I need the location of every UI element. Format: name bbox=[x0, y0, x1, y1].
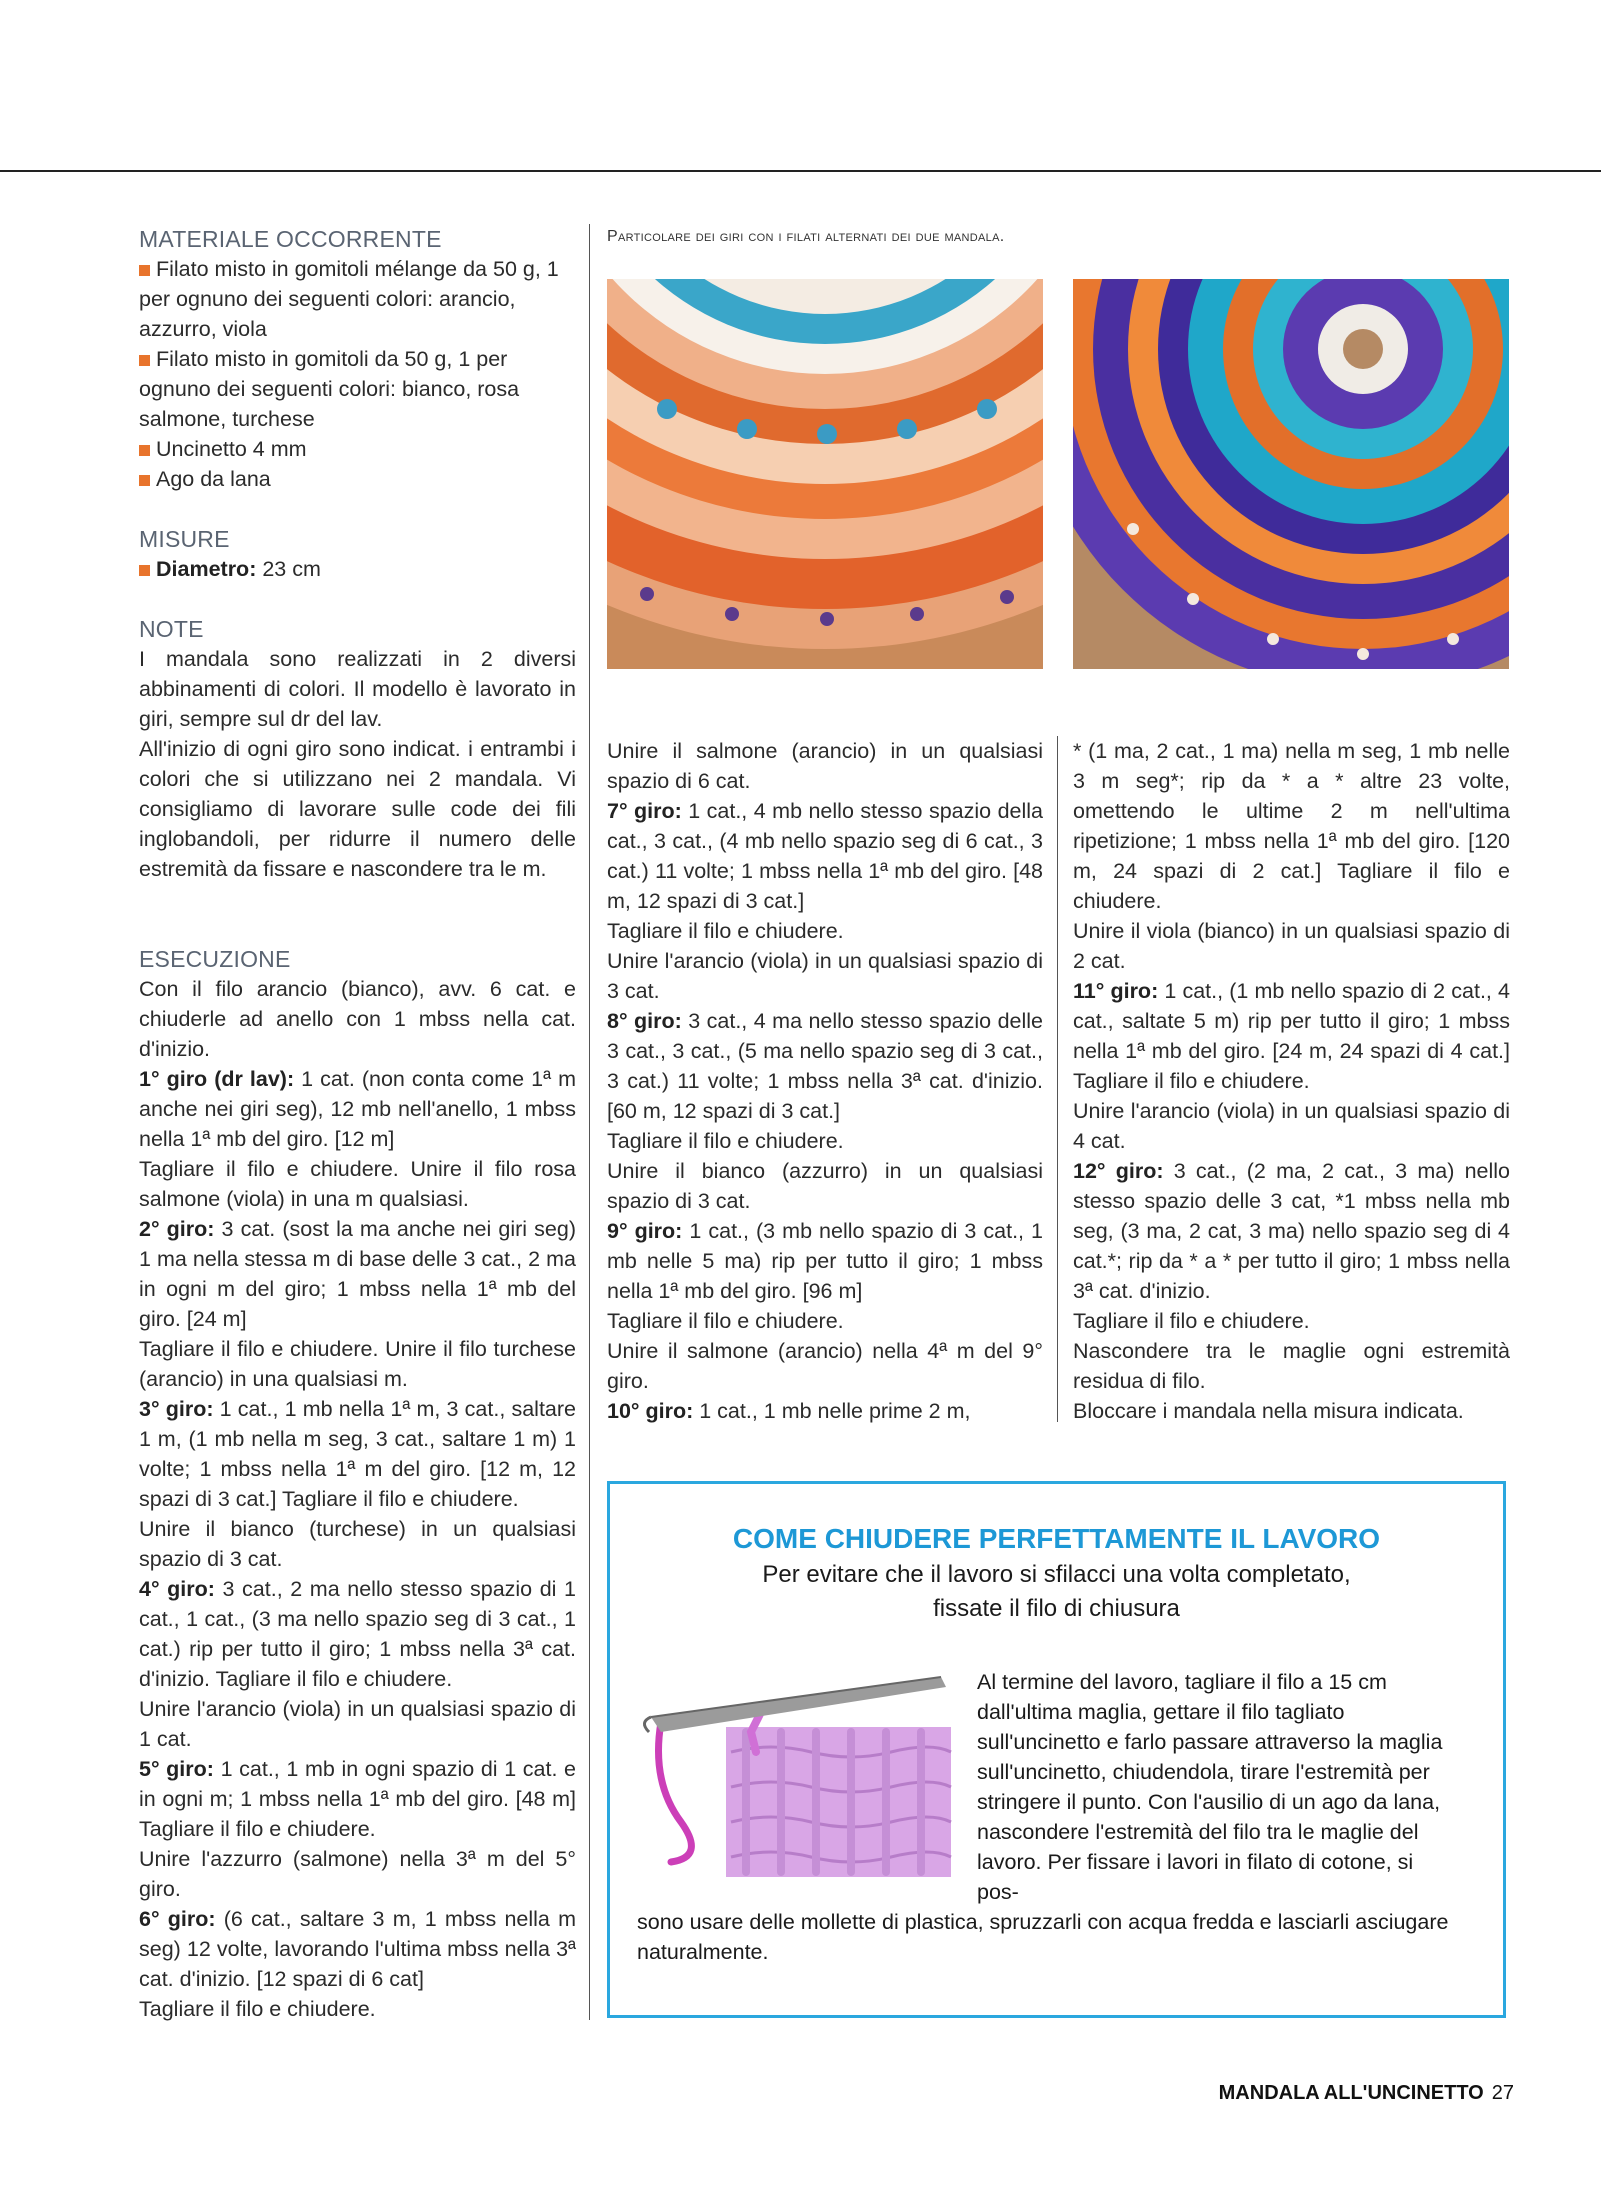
bullet-square-icon bbox=[139, 475, 150, 486]
sizes-heading: MISURE bbox=[139, 526, 230, 552]
page-footer bbox=[1200, 2082, 1514, 2105]
instruction-paragraph: Tagliare il filo e chiudere. Unire il filo rosa salmone (viola) in una m qualsiasi. bbox=[139, 1157, 576, 1211]
instruction-paragraph: Tagliare il filo e chiudere. bbox=[1073, 1309, 1310, 1333]
bullet-square-icon bbox=[139, 265, 150, 276]
execution-steps bbox=[139, 974, 576, 2024]
list-item: Filato misto in gomitoli da 50 g, 1 per ognuno dei seguenti colori: bianco, rosa salmone, turchese bbox=[139, 347, 520, 431]
instruction-paragraph: 12° giro: 3 cat., (2 ma, 2 cat., 3 ma) nello stesso spazio delle 3 cat, *1 mbss nella mb seg, (3 ma, 2 cat, 3 ma) nello spazio seg di 4 cat.*; rip da * a * per tutto il giro; 1 mbss nella 3ª cat. d'inizio. bbox=[1073, 1159, 1510, 1303]
mandala-photo-purple bbox=[1073, 279, 1509, 669]
mandala-photo-orange bbox=[607, 279, 1043, 669]
round-label: 2° giro: bbox=[139, 1217, 215, 1241]
tip-box bbox=[607, 1481, 1506, 2018]
instruction-paragraph: Unire il bianco (azzurro) in un qualsiasi spazio di 3 cat. bbox=[607, 1159, 1043, 1213]
list-item: Filato misto in gomitoli mélange da 50 g, 1 per ognuno dei seguenti colori: arancio, azzurro, viola bbox=[139, 257, 559, 341]
column-divider bbox=[1057, 736, 1058, 1422]
list-item: Uncinetto 4 mm bbox=[139, 434, 576, 464]
instruction-paragraph: Tagliare il filo e chiudere. bbox=[607, 1309, 844, 1333]
instruction-paragraph: Unire il salmone (arancio) nella 4ª m del 9° giro. bbox=[607, 1339, 1043, 1393]
instruction-paragraph: 11° giro: 1 cat., (1 mb nello spazio di 2 cat., 4 cat., saltate 5 m) rip per tutto il giro; 1 mbss nella 1ª mb del giro. [24 m, 24 spazi di 4 cat.] Tagliare il filo e chiudere. bbox=[1073, 979, 1510, 1093]
column-middle bbox=[607, 736, 1043, 1426]
round-label: 8° giro: bbox=[607, 1009, 682, 1033]
instruction-paragraph: Unire il bianco (turchese) in un qualsiasi spazio di 3 cat. bbox=[139, 1517, 576, 1571]
instruction-paragraph: Unire l'arancio (viola) in un qualsiasi spazio di 1 cat. bbox=[139, 1697, 576, 1751]
instruction-paragraph: 4° giro: 3 cat., 2 ma nello stesso spazio di 1 cat., 1 cat., (3 ma nello spazio seg di 3 cat., 1 cat.) rip per tutto il giro; 1 mbss nella 3ª cat. d'inizio. Tagliare il filo e chiudere. bbox=[139, 1577, 577, 1691]
round-label: 9° giro: bbox=[607, 1219, 683, 1243]
tip-subtitle: Per evitare che il lavoro si sfilacci una volta completato, fissate il filo di chiusura bbox=[762, 1561, 1351, 1622]
round-label: 10° giro: bbox=[607, 1399, 694, 1423]
bullet-square-icon bbox=[139, 355, 150, 366]
instruction-paragraph: Con il filo arancio (bianco), avv. 6 cat. e chiuderle ad anello con 1 mbss nella cat. d'inizio. bbox=[139, 977, 576, 1061]
instruction-paragraph: * (1 ma, 2 cat., 1 ma) nella m seg, 1 mb nelle 3 m seg*; rip da * a * altre 23 volte, omettendo le ultime 2 m nell'ultima ripetizione; 1 mbss nella 1ª mb del giro. [120 m, 24 spazi di 2 cat.] Tagliare il filo e chiudere. bbox=[1073, 739, 1510, 913]
instruction-paragraph: Nascondere tra le maglie ogni estremità residua di filo. bbox=[1073, 1339, 1510, 1393]
notes-paragraph: All'inizio di ogni giro sono indicat. i entrambi i colori che si utilizzano nei 2 mandala. Vi consigliamo di lavorare sulle code dei fili inglobandoli, per ridurre il numero delle estremità da fissare e nascondere tra le m. bbox=[139, 737, 576, 881]
notes-heading: NOTE bbox=[139, 616, 204, 642]
mandala-orange-image bbox=[607, 279, 1043, 669]
round-label: 6° giro: bbox=[139, 1907, 216, 1931]
tip-text: Al termine del lavoro, tagliare il filo a 15 cm dall'ultima maglia, gettare il filo tagliato sull'uncinetto e farlo passare attraverso la maglia sull'uncinetto, chiudendola, tirare l'estremità per stringere il punto. Con l'ausilio di un ago da lana, nascondere l'estremità del filo tra le maglie del lavoro. Per fissare i lavori in filato di cotone, si pos- bbox=[977, 1670, 1443, 1904]
tip-title: COME CHIUDERE PERFETTAMENTE IL LAVORO bbox=[732, 1523, 1381, 1554]
round-label: 12° giro: bbox=[1073, 1159, 1164, 1183]
bullet-square-icon bbox=[139, 445, 150, 456]
instruction-paragraph: 6° giro: (6 cat., saltare 3 m, 1 mbss nella m seg) 12 volte, lavorando l'ultima mbss nella 3ª cat. d'inizio. [12 spazi di 6 cat] bbox=[139, 1907, 576, 1991]
page-number: 27 bbox=[1491, 2082, 1514, 2104]
instruction-paragraph: 7° giro: 1 cat., 4 mb nello stesso spazio della cat., 3 cat., (4 mb nello spazio seg di 6 cat., 3 cat.) 11 volte; 1 mbss nella 1ª mb del giro. [48 m, 12 spazi di 3 cat.] bbox=[607, 799, 1043, 913]
list-item: Ago da lana bbox=[139, 464, 576, 494]
top-rule bbox=[0, 170, 1601, 172]
instruction-paragraph: 1° giro (dr lav): 1 cat. (non conta come 1ª m anche nei giri seg), 12 mb nell'anello, 1 mbss nella 1ª mb del giro. [12 m] bbox=[139, 1067, 577, 1151]
materials-heading: MATERIALE OCCORRENTE bbox=[139, 226, 442, 252]
round-label: 1° giro (dr lav): bbox=[139, 1067, 295, 1091]
instruction-paragraph: Unire l'azzurro (salmone) nella 3ª m del 5° giro. bbox=[139, 1847, 576, 1901]
instruction-paragraph: Tagliare il filo e chiudere. bbox=[607, 1129, 844, 1153]
column-divider bbox=[589, 224, 590, 2020]
instruction-paragraph: Unire il salmone (arancio) in un qualsiasi spazio di 6 cat. bbox=[607, 739, 1043, 793]
instruction-paragraph: Bloccare i mandala nella misura indicata. bbox=[1073, 1399, 1464, 1423]
execution-heading: ESECUZIONE bbox=[139, 946, 291, 972]
instruction-paragraph: 9° giro: 1 cat., (3 mb nello spazio di 3 cat., 1 mb nelle 5 ma) rip per tutto il giro; 1 mbss nella 1ª mb del giro. [96 m] bbox=[607, 1219, 1044, 1303]
instruction-paragraph: Tagliare il filo e chiudere. bbox=[139, 1997, 376, 2021]
column-left bbox=[139, 224, 576, 2024]
instruction-paragraph: Unire l'arancio (viola) in un qualsiasi spazio di 3 cat. bbox=[607, 949, 1043, 1003]
instruction-paragraph: 8° giro: 3 cat., 4 ma nello stesso spazio delle 3 cat., 3 cat., (5 ma nello spazio seg di 3 cat., 3 cat.) 11 volte; 1 mbss nella 3ª cat. d'inizio. [60 m, 12 spazi di 3 cat.] bbox=[607, 1009, 1043, 1123]
materials-list bbox=[139, 254, 576, 494]
instruction-paragraph: 3° giro: 1 cat., 1 mb nella 1ª m, 3 cat., saltare 1 m, (1 mb nella m seg, 3 cat., saltare 1 m) 1 volte; 1 mbss nella 1ª m del giro. [12 m, 12 spazi di 3 cat.] Tagliare il filo e chiudere. bbox=[139, 1397, 576, 1511]
tip-text-continued: sono usare delle mollette di plastica, spruzzarli con acqua fredda e lasciarli asciugare naturalmente. bbox=[637, 1910, 1449, 1964]
instruction-paragraph: Unire il viola (bianco) in un qualsiasi spazio di 2 cat. bbox=[1073, 919, 1510, 973]
mandala-purple-image bbox=[1073, 279, 1509, 669]
crochet-hook-icon bbox=[621, 1672, 961, 1887]
round-label: 5° giro: bbox=[139, 1757, 214, 1781]
instruction-paragraph: 2° giro: 3 cat. (sost la ma anche nei giri seg) 1 ma nella stessa m di base delle 3 cat., 2 ma in ogni m del giro; 1 mbss nella 1ª mb del giro. [24 m] bbox=[139, 1217, 577, 1331]
round-label: 4° giro: bbox=[139, 1577, 215, 1601]
notes-paragraph: I mandala sono realizzati in 2 diversi abbinamenti di colori. Il modello è lavorato in giri, sempre sul dr del lav. bbox=[139, 647, 576, 731]
instruction-paragraph: Tagliare il filo e chiudere. bbox=[607, 919, 844, 943]
round-label: 3° giro: bbox=[139, 1397, 214, 1421]
instruction-paragraph: 10° giro: 1 cat., 1 mb nelle prime 2 m, bbox=[607, 1399, 971, 1423]
round-label: 11° giro: bbox=[1073, 979, 1159, 1003]
crochet-illustration bbox=[621, 1672, 961, 1887]
bullet-square-icon bbox=[139, 565, 150, 576]
instruction-paragraph: Tagliare il filo e chiudere. Unire il filo turchese (arancio) in una qualsiasi m. bbox=[139, 1337, 576, 1391]
column-right bbox=[1073, 736, 1510, 1426]
instruction-paragraph: 5° giro: 1 cat., 1 mb in ogni spazio di 1 cat. e in ogni m; 1 mbss nella 1ª mb del giro. [48 m] Tagliare il filo e chiudere. bbox=[139, 1757, 577, 1841]
round-label: 7° giro: bbox=[607, 799, 682, 823]
instruction-paragraph: Unire l'arancio (viola) in un qualsiasi spazio di 4 cat. bbox=[1073, 1099, 1510, 1153]
magazine-title: MANDALA ALL'UNCINETTO bbox=[1218, 2082, 1484, 2104]
photo-caption: Particolare dei giri con i filati alternati dei due mandala. bbox=[607, 228, 1005, 245]
size-item: Diametro: 23 cm bbox=[139, 554, 576, 584]
